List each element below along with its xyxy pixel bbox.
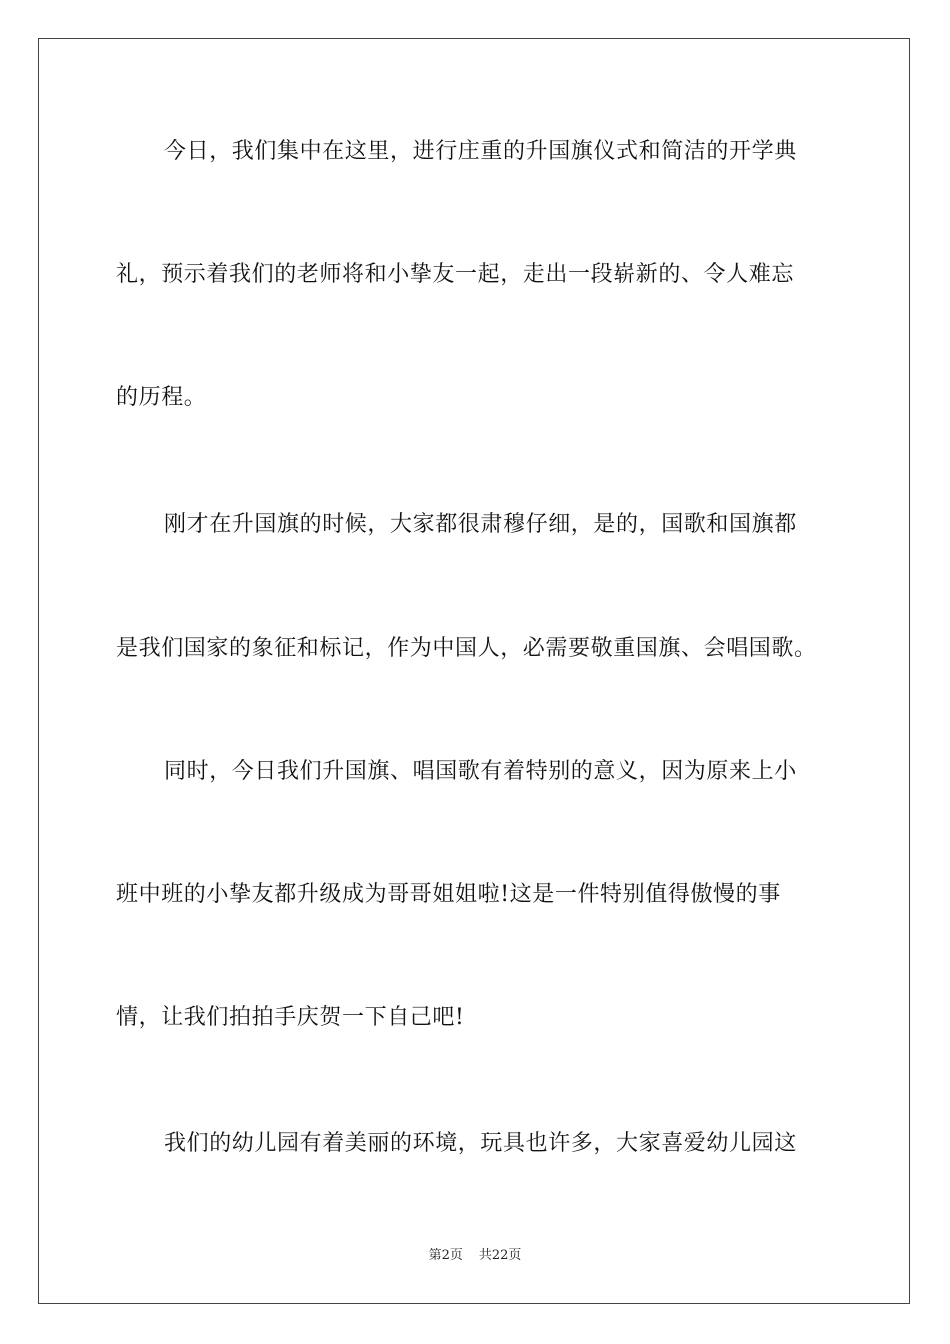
- paragraph-3-line-3: 情，让我们拍拍手庆贺一下自己吧!: [116, 1005, 465, 1030]
- paragraph-3-line-1: 同时，今日我们升国旗、唱国歌有着特别的意义，因为原来上小: [164, 759, 797, 784]
- page-number-total: 共22页: [478, 1248, 522, 1263]
- page-frame: [38, 38, 910, 1304]
- paragraph-2-line-1: 刚才在升国旗的时候，大家都很肃穆仔细，是的，国歌和国旗都: [164, 512, 797, 537]
- paragraph-1-line-1: 今日，我们集中在这里，进行庄重的升国旗仪式和简洁的开学典: [164, 139, 797, 164]
- page-footer: [0, 1247, 950, 1265]
- paragraph-1-line-2: 礼，预示着我们的老师将和小挚友一起，走出一段崭新的、令人难忘: [116, 262, 795, 287]
- paragraph-2-line-2: 是我们国家的象征和标记，作为中国人，必需要敬重国旗、会唱国歌。: [116, 636, 817, 661]
- page-number-current: 第2页: [428, 1248, 463, 1263]
- paragraph-3-line-2: 班中班的小挚友都升级成为哥哥姐姐啦!这是一件特别值得傲慢的事: [116, 882, 781, 907]
- paragraph-4-line-1: 我们的幼儿园有着美丽的环境，玩具也许多，大家喜爱幼儿园这: [164, 1131, 797, 1156]
- paragraph-1-line-3: 的历程。: [116, 385, 207, 410]
